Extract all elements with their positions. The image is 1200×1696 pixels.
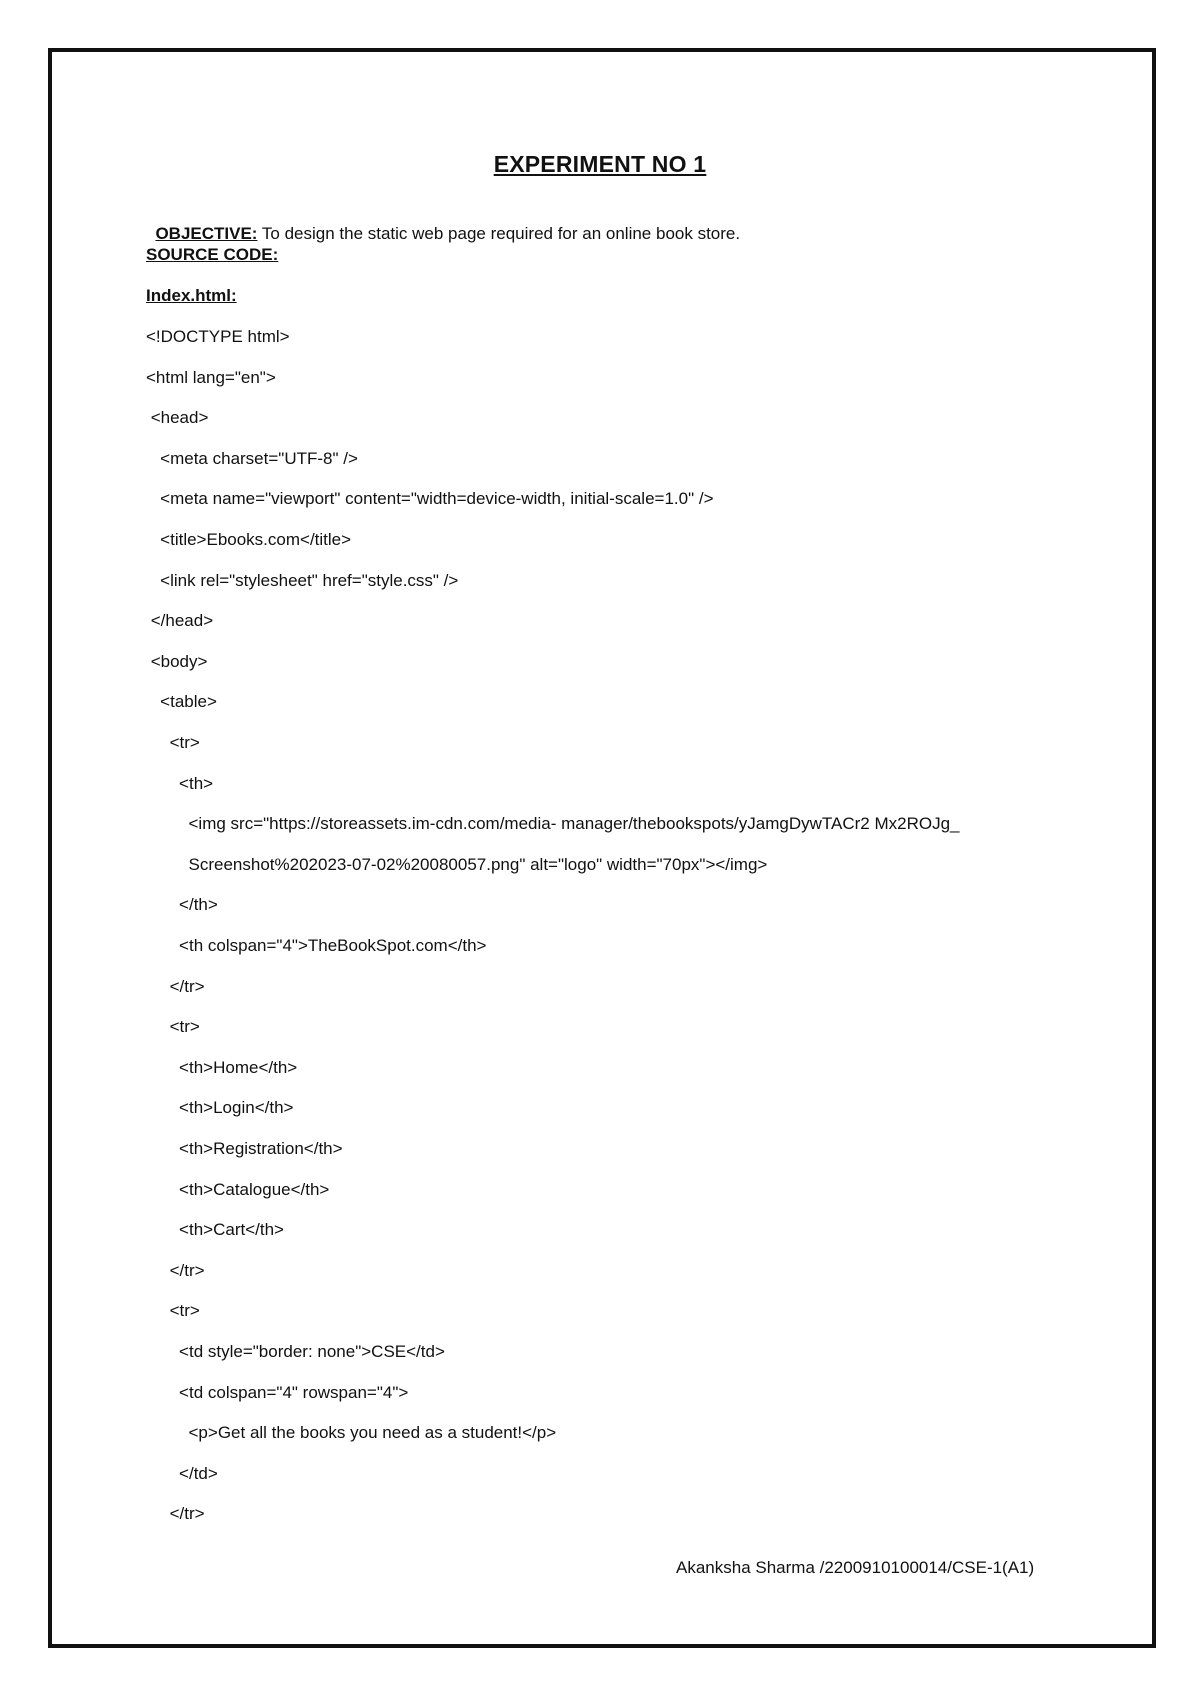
code-line: <th>Login</th> <box>146 1098 294 1117</box>
code-line: <p>Get all the books you need as a student!</p> <box>146 1423 557 1442</box>
code-line: </td> <box>146 1464 218 1483</box>
code-line: </th> <box>146 895 218 914</box>
objective-line <box>146 204 740 244</box>
code-line: </tr> <box>146 1261 205 1280</box>
code-line: <th colspan="4">TheBookSpot.com</th> <box>146 936 487 955</box>
code-line: <td colspan="4" rowspan="4"> <box>146 1383 409 1402</box>
code-line: Screenshot%202023-07-02%20080057.png" alt="logo" width="70px"></img> <box>146 855 768 874</box>
code-line: <th>Catalogue</th> <box>146 1180 330 1199</box>
code-line: <body> <box>146 652 208 671</box>
code-line: </tr> <box>146 1504 205 1523</box>
code-line: <tr> <box>146 733 200 752</box>
code-line: <head> <box>146 408 209 427</box>
code-line: <meta name="viewport" content="width=device-width, initial-scale=1.0" /> <box>146 489 714 508</box>
code-line: <th>Registration</th> <box>146 1139 343 1158</box>
code-line: <tr> <box>146 1017 200 1036</box>
code-line: <html lang="en"> <box>146 368 276 387</box>
file-label: Index.html: <box>146 286 237 305</box>
code-line: <meta charset="UTF-8" /> <box>146 449 358 468</box>
code-line: <tr> <box>146 1301 200 1320</box>
code-line: <!DOCTYPE html> <box>146 327 290 346</box>
objective-text: To design the static web page required for an online book store. <box>257 224 741 243</box>
code-line: <td style="border: none">CSE</td> <box>146 1342 445 1361</box>
page-title: EXPERIMENT NO 1 <box>493 151 707 177</box>
code-line: <th>Cart</th> <box>146 1220 284 1239</box>
objective-label: OBJECTIVE: <box>155 224 258 243</box>
code-line: <link rel="stylesheet" href="style.css" /> <box>146 571 459 590</box>
code-line: </head> <box>146 611 214 630</box>
code-line: <th> <box>146 774 214 793</box>
code-line: <img src="https://storeassets.im-cdn.com/media- manager/thebookspots/yJamgDywTACr2 Mx2ROJg_ <box>146 814 960 833</box>
source-code-label: SOURCE CODE: <box>146 245 279 264</box>
code-line: <th>Home</th> <box>146 1058 298 1077</box>
code-line: <title>Ebooks.com</title> <box>146 530 352 549</box>
author-footer: Akanksha Sharma /2200910100014/CSE-1(A1) <box>676 1558 1035 1577</box>
code-line: </tr> <box>146 977 205 996</box>
code-line: <table> <box>146 692 217 711</box>
